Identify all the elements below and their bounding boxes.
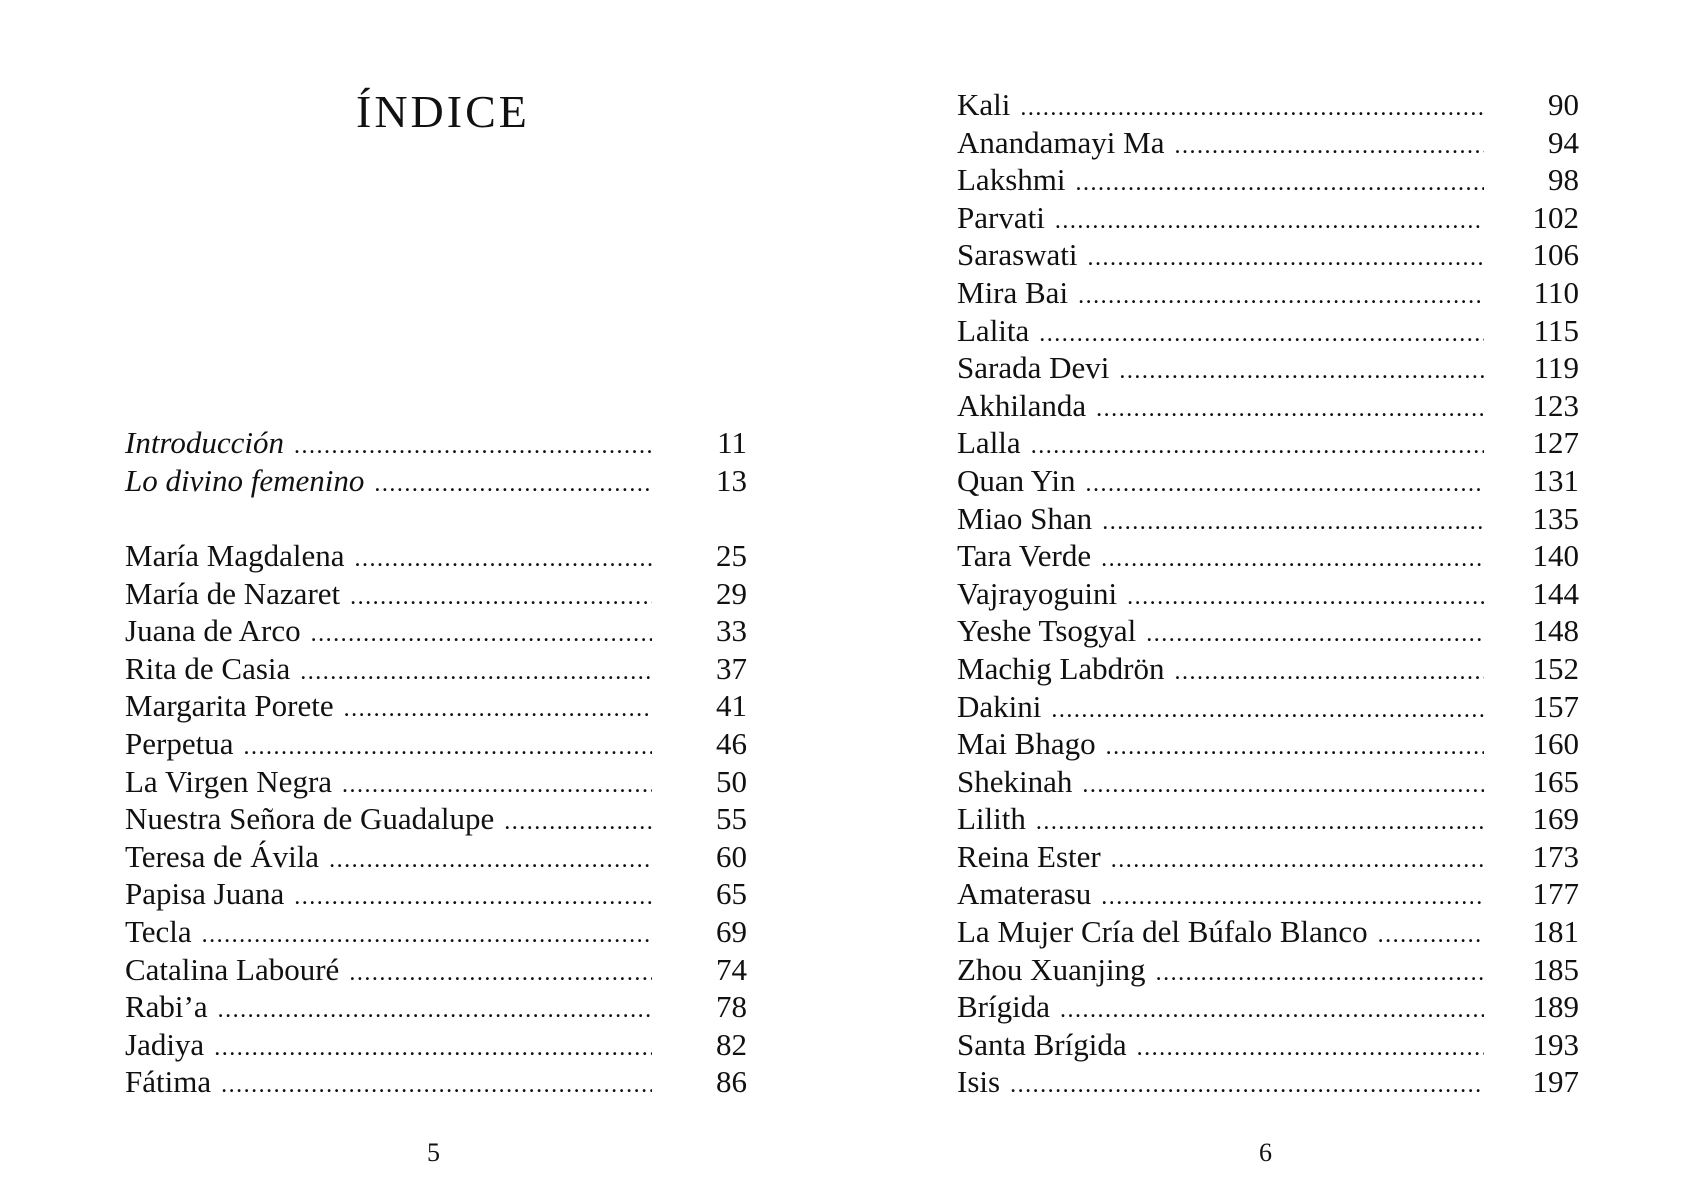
- toc-entry: [125, 462, 747, 500]
- toc-entry-page: 82: [716, 1026, 747, 1062]
- toc-entry-label: Zhou Xuanjing: [957, 951, 1146, 987]
- toc-entry-page: 115: [1533, 312, 1579, 348]
- dot-leader: [329, 842, 652, 880]
- toc-entry: [957, 236, 1579, 274]
- toc-entry-label: Nuestra Señora de Guadalupe: [125, 801, 495, 837]
- dot-leader: [1088, 240, 1484, 278]
- toc-entry: [957, 838, 1579, 876]
- toc-entry-page: 144: [1532, 575, 1579, 611]
- toc-entry: [125, 951, 747, 989]
- toc-entry-page: 98: [1548, 162, 1579, 198]
- dot-leader: [1174, 654, 1484, 692]
- toc-entry: [125, 988, 747, 1026]
- dot-leader: [1036, 804, 1484, 842]
- toc-entry: [957, 875, 1579, 913]
- toc-entry-label: La Mujer Cría del Búfalo Blanco: [957, 914, 1368, 950]
- intro-entries-list: [125, 424, 747, 499]
- toc-entry: [957, 1026, 1579, 1064]
- right-entries-list: [957, 86, 1579, 1101]
- toc-entry-page: 189: [1532, 989, 1579, 1025]
- toc-entry: [125, 650, 747, 688]
- toc-entry-label: Lakshmi: [957, 162, 1066, 198]
- toc-entry-page: 60: [716, 838, 747, 874]
- toc-entry: [957, 424, 1579, 462]
- toc-entry-label: Margarita Porete: [125, 688, 334, 724]
- toc-entry: [957, 1063, 1579, 1101]
- toc-entry-label: Tara Verde: [957, 538, 1092, 574]
- toc-entry-page: 86: [716, 1064, 747, 1100]
- toc-entry-label: Lo divino femenino: [125, 462, 365, 498]
- left-entries-list: [125, 537, 747, 1101]
- toc-entry: [125, 875, 747, 913]
- dot-leader: [1119, 353, 1484, 391]
- toc-entry: [957, 725, 1579, 763]
- toc-entry-page: 193: [1532, 1026, 1579, 1062]
- toc-entry: [125, 575, 747, 613]
- dot-leader: [1101, 879, 1484, 917]
- dot-leader: [294, 879, 652, 917]
- dot-leader: [300, 654, 652, 692]
- toc-entry-label: Reina Ester: [957, 838, 1101, 874]
- toc-entry-label: Teresa de Ávila: [125, 838, 320, 874]
- toc-entry-page: 177: [1532, 876, 1579, 912]
- toc-entry-page: 157: [1532, 688, 1579, 724]
- toc-entry-label: Kali: [957, 87, 1011, 122]
- dot-leader: [344, 691, 652, 729]
- toc-entry: [957, 161, 1579, 199]
- toc-entry-page: 74: [716, 951, 747, 987]
- toc-entry-label: Santa Brígida: [957, 1026, 1127, 1062]
- dot-leader: [1156, 955, 1484, 993]
- toc-entry-label: Juana de Arco: [125, 613, 301, 649]
- toc-entry-page: 131: [1532, 462, 1579, 498]
- toc-entry-page: 13: [716, 462, 747, 498]
- toc-entry-label: Rabi’a: [125, 989, 208, 1025]
- toc-entry: [957, 349, 1579, 387]
- page-number-left: 5: [427, 1138, 440, 1167]
- toc-entry-label: Lalla: [957, 425, 1021, 461]
- dot-leader: [1060, 992, 1484, 1030]
- toc-entry: [125, 1063, 747, 1101]
- toc-entry-page: 173: [1532, 838, 1579, 874]
- dot-leader: [1137, 1030, 1484, 1068]
- dot-leader: [1010, 1067, 1484, 1105]
- toc-entry-label: María de Nazaret: [125, 575, 341, 611]
- toc-entry-label: Sarada Devi: [957, 350, 1110, 386]
- dot-leader: [504, 804, 652, 842]
- toc-entry-page: 41: [716, 688, 747, 724]
- toc-entry-label: Vajrayoguini: [957, 575, 1118, 611]
- toc-entry-page: 119: [1533, 350, 1579, 386]
- dot-leader: [1031, 428, 1484, 466]
- toc-entry-page: 29: [716, 575, 747, 611]
- toc-entry-label: Akhilanda: [957, 387, 1087, 423]
- dot-leader: [1078, 278, 1484, 316]
- dot-leader: [1146, 616, 1484, 654]
- dot-leader: [1106, 729, 1484, 767]
- toc-entry-label: Tecla: [125, 913, 192, 949]
- toc-entry-label: Dakini: [957, 688, 1042, 724]
- left-page: [0, 0, 842, 1200]
- dot-leader: [1174, 128, 1484, 166]
- dot-leader: [218, 992, 652, 1030]
- toc-entry-page: 135: [1532, 500, 1579, 536]
- toc-entry: [125, 725, 747, 763]
- toc-entry-label: Anandamayi Ma: [957, 124, 1165, 160]
- toc-entry: [957, 462, 1579, 500]
- toc-entry-page: 152: [1532, 650, 1579, 686]
- dot-leader: [1101, 541, 1484, 579]
- toc-entry-label: Catalina Labouré: [125, 951, 340, 987]
- dot-leader: [342, 767, 652, 805]
- toc-entry-page: 123: [1532, 387, 1579, 423]
- toc-entry-label: Lilith: [957, 801, 1026, 837]
- toc-entry: [125, 424, 747, 462]
- toc-entry: [125, 612, 747, 650]
- toc-entry-page: 102: [1532, 199, 1579, 235]
- toc-entry-page: 33: [716, 613, 747, 649]
- toc-entry: [957, 500, 1579, 538]
- toc-entry-page: 181: [1532, 914, 1579, 950]
- toc-entry: [125, 537, 747, 575]
- toc-entry-page: 148: [1532, 613, 1579, 649]
- toc-entry-page: 160: [1532, 726, 1579, 762]
- toc-entry-label: Mira Bai: [957, 274, 1069, 310]
- toc-entry-page: 11: [717, 425, 747, 460]
- toc-entry-page: 37: [716, 650, 747, 686]
- dot-leader: [350, 579, 652, 617]
- dot-leader: [1096, 391, 1484, 429]
- toc-entry-label: Fátima: [125, 1064, 212, 1100]
- dot-leader: [243, 729, 652, 767]
- dot-leader: [1020, 90, 1484, 128]
- toc-entry: [957, 274, 1579, 312]
- toc-entry-page: 78: [716, 989, 747, 1025]
- toc-entry: [957, 913, 1579, 951]
- toc-entry-label: Lalita: [957, 312, 1030, 348]
- toc-entry-label: Miao Shan: [957, 500, 1093, 536]
- dot-leader: [202, 917, 652, 955]
- dot-leader: [374, 466, 652, 504]
- toc-entry-label: Saraswati: [957, 237, 1078, 273]
- toc-entry-label: Mai Bhago: [957, 726, 1096, 762]
- toc-entry-page: 69: [716, 913, 747, 949]
- toc-entry-label: Yeshe Tsogyal: [957, 613, 1137, 649]
- toc-entry-label: María Magdalena: [125, 538, 345, 573]
- dot-leader: [1378, 917, 1484, 955]
- toc-entry-label: La Virgen Negra: [125, 763, 333, 799]
- dot-leader: [354, 541, 652, 579]
- toc-entry-page: 90: [1548, 87, 1579, 122]
- dot-leader: [221, 1067, 652, 1105]
- toc-entry: [957, 612, 1579, 650]
- toc-entry-page: 127: [1532, 425, 1579, 461]
- toc-entry: [125, 763, 747, 801]
- toc-entry: [125, 838, 747, 876]
- toc-entry: [957, 763, 1579, 801]
- dot-leader: [349, 955, 652, 993]
- toc-entry-page: 197: [1532, 1064, 1579, 1100]
- toc-entry: [125, 687, 747, 725]
- dot-leader: [1102, 504, 1484, 542]
- toc-entry: [957, 124, 1579, 162]
- toc-entry: [957, 800, 1579, 838]
- toc-entry: [125, 913, 747, 951]
- toc-entry-page: 46: [716, 725, 747, 761]
- toc-entry-label: Introducción: [125, 425, 284, 460]
- toc-entry-label: Quan Yin: [957, 462, 1076, 498]
- dot-leader: [1127, 579, 1484, 617]
- toc-entry-label: Brígida: [957, 989, 1050, 1025]
- toc-entry-page: 65: [716, 876, 747, 912]
- toc-entry: [957, 312, 1579, 350]
- toc-entry-label: Papisa Juana: [125, 876, 285, 912]
- toc-entry: [957, 951, 1579, 989]
- toc-entry-page: 50: [716, 763, 747, 799]
- toc-entry-page: 110: [1533, 274, 1579, 310]
- toc-entry-page: 185: [1532, 951, 1579, 987]
- toc-entry-page: 106: [1532, 237, 1579, 273]
- dot-leader: [1039, 316, 1484, 354]
- toc-entry-label: Machig Labdrön: [957, 650, 1165, 686]
- toc-entry-page: 25: [716, 538, 747, 573]
- toc-entry: [957, 199, 1579, 237]
- toc-entry: [957, 575, 1579, 613]
- toc-entry-label: Jadiya: [125, 1026, 205, 1062]
- toc-entry-label: Amaterasu: [957, 876, 1092, 912]
- dot-leader: [311, 616, 652, 654]
- index-title: ÍNDICE: [356, 86, 530, 137]
- page-number-right: 6: [1259, 1138, 1272, 1167]
- dot-leader: [294, 428, 652, 466]
- toc-entry: [957, 688, 1579, 726]
- toc-entry: [957, 650, 1579, 688]
- toc-entry: [125, 800, 747, 838]
- dot-leader: [1082, 767, 1484, 805]
- toc-entry: [125, 1026, 747, 1064]
- toc-entry-label: Perpetua: [125, 725, 234, 761]
- toc-entry-page: 55: [716, 801, 747, 837]
- toc-entry-label: Parvati: [957, 199, 1045, 235]
- toc-entry: [957, 537, 1579, 575]
- dot-leader: [1076, 165, 1485, 203]
- dot-leader: [1086, 466, 1484, 504]
- toc-entry-page: 94: [1548, 124, 1579, 160]
- toc-entry-label: Isis: [957, 1064, 1001, 1100]
- toc-entry: [957, 988, 1579, 1026]
- dot-leader: [1051, 692, 1484, 730]
- dot-leader: [214, 1030, 652, 1068]
- toc-entry-label: Rita de Casia: [125, 650, 291, 686]
- toc-entry-page: 165: [1532, 763, 1579, 799]
- toc-entry-page: 140: [1532, 538, 1579, 574]
- toc-entry-page: 169: [1532, 801, 1579, 837]
- dot-leader: [1055, 203, 1484, 241]
- dot-leader: [1111, 842, 1484, 880]
- toc-entry: [957, 86, 1579, 124]
- toc-entry-label: Shekinah: [957, 763, 1073, 799]
- toc-entry: [957, 387, 1579, 425]
